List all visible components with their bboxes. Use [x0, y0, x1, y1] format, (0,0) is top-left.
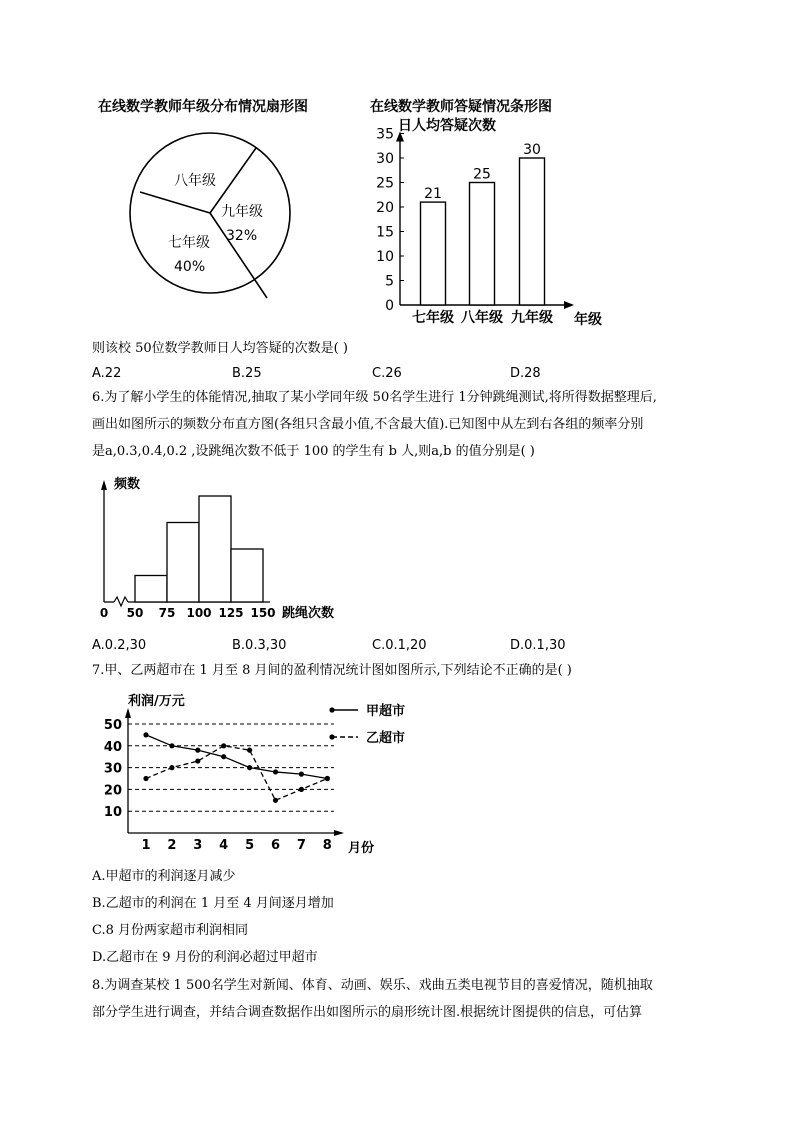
data-point-jia: [221, 754, 226, 759]
bar-x-axis-arrow: [564, 301, 574, 309]
q7-stem: 7.甲、乙两超市在 1 月至 8 月间的盈利情况统计图如图所示,下列结论不正确的是( ): [92, 663, 572, 678]
pie-label-grade7-pct: 40%: [174, 259, 206, 275]
line-chart: [92, 688, 412, 860]
bar: [520, 158, 545, 305]
q8-stem-line1: 8.为调查某校 1 500名学生对新闻、体育、动画、娱乐、戏曲五类电视节目的喜爱情况，随机抽取: [92, 978, 653, 993]
pie-label-grade8: 八年级: [174, 173, 216, 189]
pie-label-grade9-pct: 32%: [226, 228, 258, 244]
bar-y-tick-label: 30: [376, 151, 394, 167]
line-y-tick-label: 10: [103, 805, 122, 821]
data-point-jia: [299, 772, 304, 777]
q5-option-d[interactable]: D.28: [510, 366, 541, 381]
line-x-tick-label: 6: [270, 838, 281, 853]
line-x-tick-label: 5: [245, 838, 255, 853]
pie-chart-title: 在线数学教师年级分布情况扇形图: [98, 99, 308, 115]
hist-x-tick-label: 0: [99, 606, 109, 620]
legend-marker-yi: [329, 734, 334, 739]
bar-category-label: 八年级: [461, 310, 503, 326]
data-point-yi: [221, 743, 226, 748]
q7-option-c[interactable]: C.8 月份两家超市利润相同: [92, 923, 249, 938]
hist-x-tick-label: 150: [250, 606, 276, 620]
q6-option-d[interactable]: D.0.1,30: [510, 638, 566, 653]
bar-category-label: 九年级: [511, 310, 553, 326]
line-x-axis-label: 月份: [348, 841, 375, 856]
pie-label-grade9: 九年级: [221, 204, 263, 220]
bar-y-tick-label: 15: [376, 224, 394, 241]
data-point-yi: [325, 776, 330, 781]
legend-label-jia: 甲超市: [366, 704, 406, 719]
bar: [421, 202, 446, 305]
q6-option-c[interactable]: C.0.1,20: [372, 638, 427, 653]
q6-stem-line2: 画出如图所示的频数分布直方图(各组只含最小值,不含最大值).已知图中从左到右各组的频率分别: [92, 417, 644, 432]
bar-chart-title: 在线数学教师答疑情况条形图: [370, 99, 552, 115]
line-x-axis-arrow: [334, 830, 344, 836]
legend-marker-jia: [329, 707, 334, 712]
bar-x-axis-label: 年级: [574, 312, 602, 328]
line-y-axis-label: 利润/万元: [128, 694, 185, 709]
histogram-bar: [231, 549, 263, 602]
line-y-tick-label: 20: [103, 783, 122, 799]
line-x-tick-label: 7: [296, 838, 306, 853]
line-y-tick-label: 30: [103, 761, 122, 777]
histogram-bar: [135, 576, 167, 603]
bar-category-label: 七年级: [412, 310, 454, 326]
line-y-tick-label: 40: [103, 739, 122, 755]
bar-y-tick-label: 20: [376, 200, 394, 216]
line-x-tick-label: 8: [322, 838, 332, 853]
q7-option-b[interactable]: B.乙超市的利润在 1 月至 4 月间逐月增加: [92, 896, 334, 911]
q5-option-a[interactable]: A.22: [92, 366, 122, 381]
data-point-yi: [299, 787, 304, 792]
hist-axis-break: [114, 597, 128, 606]
line-x-tick-label: 4: [219, 838, 229, 853]
line-x-tick-label: 1: [141, 838, 151, 853]
pie-chart: [128, 122, 298, 307]
bar-value-label: 25: [473, 166, 491, 183]
hist-x-tick-label: 125: [218, 606, 244, 620]
data-point-jia: [273, 769, 278, 774]
bar-y-tick-label: 0: [385, 298, 394, 314]
bar-value-label: 30: [523, 142, 541, 158]
hist-y-axis-arrow: [101, 480, 107, 490]
hist-x-tick-label: 50: [126, 606, 144, 620]
q5-stem: 则该校 50位数学教师日人均答疑的次数是( ): [92, 341, 348, 356]
q5-option-b[interactable]: B.25: [232, 366, 262, 381]
line-y-tick-label: 50: [103, 718, 122, 733]
hist-x-tick-label: 75: [158, 606, 176, 620]
legend-label-yi: 乙超市: [366, 731, 406, 746]
bar-y-tick-label: 35: [376, 126, 394, 143]
data-point-yi: [247, 748, 252, 753]
data-point-yi: [143, 776, 148, 781]
hist-x-tick-label: 100: [186, 606, 212, 620]
bar: [470, 183, 495, 306]
q6-option-a[interactable]: A.0.2,30: [92, 638, 147, 653]
data-point-jia: [247, 765, 252, 770]
data-point-jia: [143, 732, 148, 737]
q8-stem-line2: 部分学生进行调查，并结合调查数据作出如图所示的扇形统计图.根据统计图提供的信息，可估算: [92, 1005, 643, 1020]
data-point-jia: [195, 748, 200, 753]
q5-option-c[interactable]: C.26: [372, 366, 402, 381]
pie-label-grade7: 七年级: [168, 235, 210, 251]
hist-x-axis-label: 跳绳次数: [282, 606, 335, 621]
hist-y-axis-label: 频数: [114, 477, 141, 492]
bar-y-tick-label: 25: [376, 175, 394, 192]
histogram-bar: [167, 523, 199, 603]
data-point-yi: [169, 765, 174, 770]
q7-option-d[interactable]: D.乙超市在 9 月份的利润必超过甲超市: [92, 950, 318, 965]
histogram-chart: [92, 470, 352, 628]
data-point-yi: [273, 798, 278, 803]
data-point-yi: [195, 758, 200, 763]
q6-stem-line1: 6.为了解小学生的体能情况,抽取了某小学同年级 50名学生进行 1分钟跳绳测试,将所得数据整理后,: [92, 390, 657, 405]
histogram-bar: [199, 496, 231, 602]
q6-option-b[interactable]: B.0.3,30: [232, 638, 287, 653]
line-y-axis-arrow: [125, 708, 131, 718]
bar-y-tick-label: 5: [385, 273, 394, 290]
data-point-jia: [169, 743, 174, 748]
bar-value-label: 21: [424, 186, 442, 203]
line-x-tick-label: 3: [193, 838, 203, 853]
bar-y-axis-label: 日人均答疑次数: [398, 118, 496, 134]
q6-stem-line3: 是a,0.3,0.4,0.2 ,设跳绳次数不低于 100 的学生有 b 人,则a,b 的值分别是( ): [92, 444, 535, 459]
line-x-tick-label: 2: [167, 838, 177, 853]
bar-chart: [360, 112, 620, 332]
bar-y-tick-label: 10: [376, 249, 394, 265]
q7-option-a[interactable]: A.甲超市的利润逐月减少: [92, 869, 236, 884]
